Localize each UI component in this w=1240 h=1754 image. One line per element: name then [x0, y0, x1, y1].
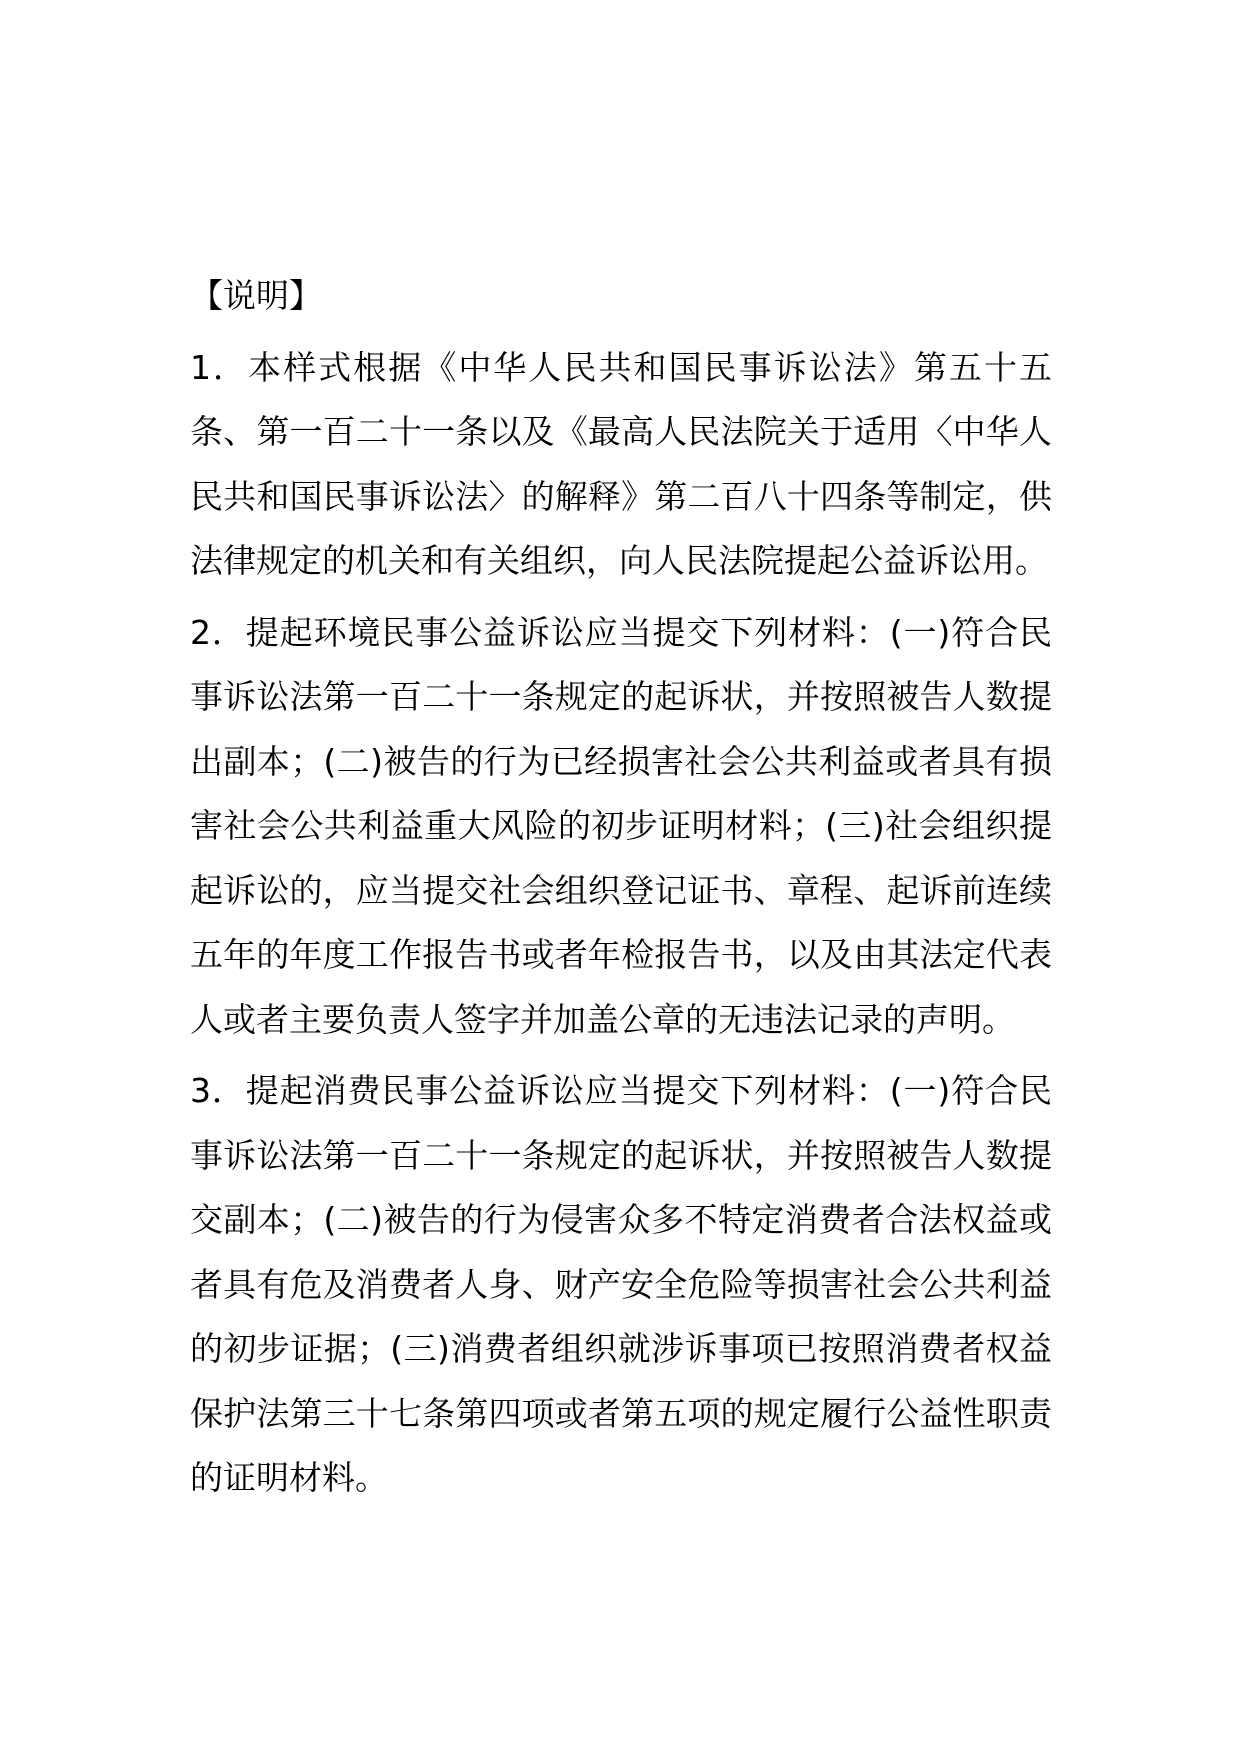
paragraph-3: 3．提起消费民事公益诉讼应当提交下列材料：(一)符合民事诉讼法第一百二十一条规定的起诉状，并按照被告人数提交副本；(二)被告的行为侵害众多不特定消费者合法权益或者具有危及消费者人身、财产安全危险等损害社会公共利益的初步证据；(三)消费者组织就涉诉事项已按照消费者权益保护法第三十七条第四项或者第五项的规定履行公益性职责的证明材料。 [190, 1071, 1052, 1497]
paragraph-2: 2．提起环境民事公益诉讼应当提交下列材料：(一)符合民事诉讼法第一百二十一条规定的起诉状，并按照被告人数提出副本；(二)被告的行为已经损害社会公共利益或者具有损害社会公共利益重大风险的初步证明材料；(三)社会组织提起诉讼的，应当提交社会组织登记证书、章程、起诉前连续五年的年度工作报告书或者年检报告书，以及由其法定代表人或者主要负责人签字并加盖公章的无违法记录的声明。 [190, 612, 1052, 1039]
document-page [190, 264, 1052, 1518]
section-heading: 【说明】 [190, 276, 322, 315]
paragraph-1: 1．本样式根据《中华人民共和国民事诉讼法》第五十五条、第一百二十一条以及《最高人民法院关于适用〈中华人民共和国民事诉讼法〉的解释》第二百八十四条等制定，供法律规定的机关和有关组织，向人民法院提起公益诉讼用。 [190, 347, 1052, 580]
